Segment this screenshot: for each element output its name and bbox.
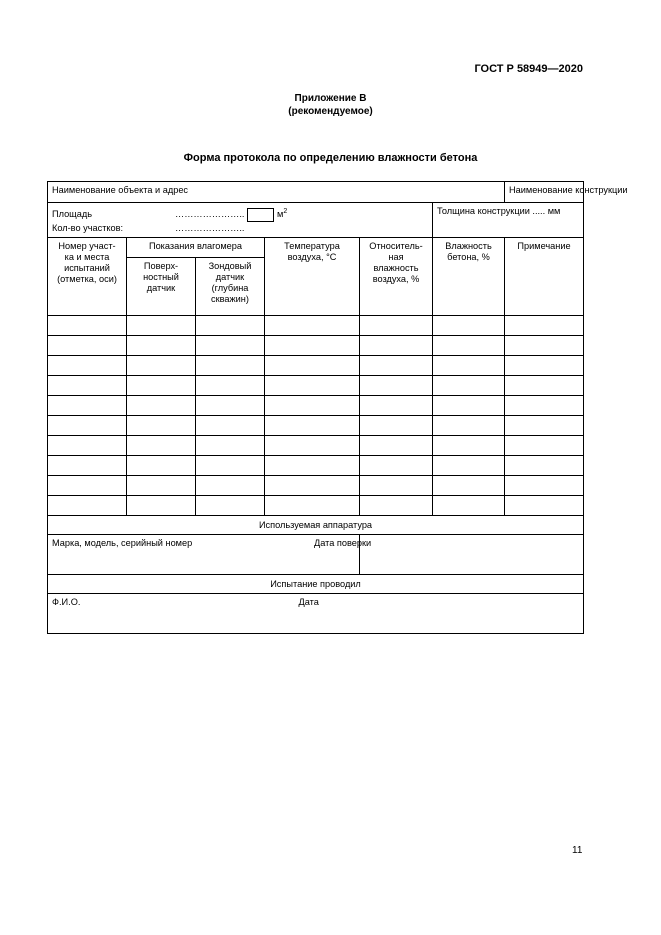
annex-note: (рекомендуемое) xyxy=(288,106,373,117)
table-cell[interactable] xyxy=(505,435,584,455)
col-site-header: Номер участ- ка и места испытаний (отметка, оси) xyxy=(48,237,127,315)
table-cell[interactable] xyxy=(265,395,360,415)
table-cell[interactable] xyxy=(433,335,505,355)
header-row-1 xyxy=(48,237,584,257)
table-cell[interactable] xyxy=(433,315,505,335)
form-title: Форма протокола по определению влажности бетона xyxy=(183,152,478,164)
table-cell[interactable] xyxy=(196,395,265,415)
table-cell[interactable] xyxy=(196,435,265,455)
table-cell[interactable] xyxy=(505,415,584,435)
area-unit: $м^2$ xyxy=(276,208,288,220)
table-cell[interactable] xyxy=(360,355,433,375)
table-cell[interactable] xyxy=(505,355,584,375)
thickness-label: Толщина конструкции ..... мм xyxy=(437,206,561,216)
table-cell[interactable] xyxy=(360,335,433,355)
col-rel-hum-header: Относитель- ная влажность воздуха, % xyxy=(360,237,433,315)
table-cell[interactable] xyxy=(48,455,127,475)
table-cell[interactable] xyxy=(48,415,127,435)
area-line xyxy=(52,206,428,222)
table-cell[interactable] xyxy=(127,475,196,495)
table-cell[interactable] xyxy=(196,455,265,475)
tester-section-title: Испытание проводил xyxy=(48,574,584,593)
table-cell[interactable] xyxy=(196,355,265,375)
table-cell[interactable] xyxy=(433,415,505,435)
name-label: Ф.И.О. xyxy=(52,596,81,607)
table-cell[interactable] xyxy=(360,475,433,495)
object-cell[interactable] xyxy=(48,182,505,203)
verification-cell[interactable] xyxy=(314,534,584,574)
page-number: 11 xyxy=(572,845,583,856)
table-cell[interactable] xyxy=(505,495,584,515)
table-cell[interactable] xyxy=(433,375,505,395)
col-meter-group-header: Показания влагомера xyxy=(127,237,265,257)
table-cell[interactable] xyxy=(127,455,196,475)
table-cell[interactable] xyxy=(433,475,505,495)
sections-dots: ………………….. xyxy=(175,222,245,233)
data-rows xyxy=(48,315,584,515)
table-cell[interactable] xyxy=(48,475,127,495)
table-cell[interactable] xyxy=(505,455,584,475)
col-probe-header: Зондовый датчик (глубина скважин) xyxy=(196,257,265,315)
table-cell[interactable] xyxy=(127,415,196,435)
table-cell[interactable] xyxy=(360,415,433,435)
table-cell[interactable] xyxy=(505,475,584,495)
table-cell[interactable] xyxy=(505,375,584,395)
col-surface-header: Поверх- ностный датчик xyxy=(127,257,196,315)
model-label: Марка, модель, серийный номер xyxy=(52,537,193,548)
construction-cell[interactable] xyxy=(505,182,628,203)
table-row xyxy=(48,435,584,455)
table-cell[interactable] xyxy=(265,455,360,475)
table-cell[interactable] xyxy=(360,455,433,475)
table-row xyxy=(48,375,584,395)
table-cell[interactable] xyxy=(360,395,433,415)
table-cell[interactable] xyxy=(433,455,505,475)
table-cell[interactable] xyxy=(48,435,127,455)
area-dots: ………………….. xyxy=(175,209,245,220)
table-cell[interactable] xyxy=(433,495,505,515)
table-cell[interactable] xyxy=(505,395,584,415)
col-conc-hum-header: Влажность бетона, % xyxy=(433,237,505,315)
table-cell[interactable] xyxy=(360,495,433,515)
table-cell[interactable] xyxy=(127,375,196,395)
sections-line xyxy=(52,222,428,234)
tester-date-cell[interactable] xyxy=(298,593,584,633)
tester-row xyxy=(48,593,584,633)
table-cell[interactable] xyxy=(48,355,127,375)
table-cell[interactable] xyxy=(48,495,127,515)
table-cell[interactable] xyxy=(48,315,127,335)
table-cell[interactable] xyxy=(127,495,196,515)
table-cell[interactable] xyxy=(127,335,196,355)
table-cell[interactable] xyxy=(265,315,360,335)
table-cell[interactable] xyxy=(127,355,196,375)
table-cell[interactable] xyxy=(505,335,584,355)
table-row xyxy=(48,355,584,375)
table-cell[interactable] xyxy=(265,335,360,355)
table-cell[interactable] xyxy=(360,435,433,455)
equipment-section-title: Используемая аппаратура xyxy=(48,515,584,534)
object-label: Наименование объекта и адрес xyxy=(52,185,189,195)
area-value-box[interactable] xyxy=(247,208,274,222)
table-cell[interactable] xyxy=(196,415,265,435)
table-cell[interactable] xyxy=(196,495,265,515)
table-cell[interactable] xyxy=(505,315,584,335)
table-row xyxy=(48,315,584,335)
table-cell[interactable] xyxy=(196,315,265,335)
table-cell[interactable] xyxy=(196,475,265,495)
table-row xyxy=(48,395,584,415)
protocol-table xyxy=(47,181,628,634)
table-cell[interactable] xyxy=(433,355,505,375)
area-cell[interactable] xyxy=(48,203,433,238)
object-row xyxy=(48,182,584,203)
table-cell[interactable] xyxy=(265,375,360,395)
table-cell[interactable] xyxy=(196,335,265,355)
annex-heading xyxy=(0,92,661,118)
table-cell[interactable] xyxy=(48,395,127,415)
table-row xyxy=(48,495,584,515)
table-cell[interactable] xyxy=(433,395,505,415)
verification-label: Дата поверки xyxy=(314,537,372,548)
table-cell[interactable] xyxy=(360,375,433,395)
table-cell[interactable] xyxy=(48,375,127,395)
construction-label: Наименование конструкции xyxy=(509,185,628,195)
col-temp-header: Температура воздуха, °С xyxy=(265,237,360,315)
table-cell[interactable] xyxy=(433,435,505,455)
equipment-section-row xyxy=(48,515,584,534)
table-cell[interactable] xyxy=(48,335,127,355)
table-row xyxy=(48,415,584,435)
col-note-header: Примечание xyxy=(505,237,584,315)
equipment-row xyxy=(48,534,584,574)
sections-label: Кол-во участков: xyxy=(52,222,124,233)
table-cell[interactable] xyxy=(127,435,196,455)
annex-title: Приложение В xyxy=(294,93,367,104)
tester-section-row xyxy=(48,574,584,593)
model-cell[interactable] xyxy=(48,534,360,574)
table-cell[interactable] xyxy=(127,395,196,415)
table-cell[interactable] xyxy=(265,475,360,495)
tester-date-label: Дата xyxy=(298,596,319,607)
table-cell[interactable] xyxy=(265,355,360,375)
table-cell[interactable] xyxy=(265,435,360,455)
table-cell[interactable] xyxy=(127,315,196,335)
table-row xyxy=(48,335,584,355)
table-cell[interactable] xyxy=(360,315,433,335)
table-row xyxy=(48,455,584,475)
table-cell[interactable] xyxy=(265,415,360,435)
table-cell[interactable] xyxy=(196,375,265,395)
standard-number: ГОСТ Р 58949—2020 xyxy=(474,63,583,75)
thickness-cell[interactable] xyxy=(433,203,584,238)
table-row xyxy=(48,475,584,495)
area-label: Площадь xyxy=(52,209,92,220)
area-row xyxy=(48,203,584,238)
table-cell[interactable] xyxy=(265,495,360,515)
